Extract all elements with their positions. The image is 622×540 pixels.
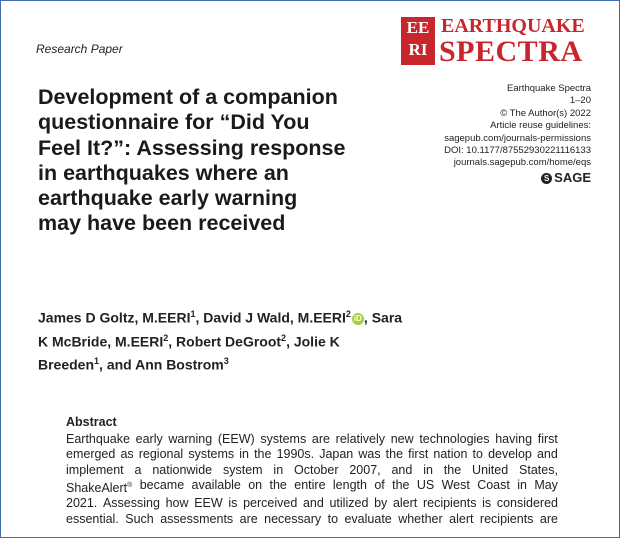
abstract-word: are [239, 511, 258, 526]
abstract-word: became [139, 477, 185, 492]
abstract-word: available [191, 477, 241, 492]
abstract-word: technologies [419, 432, 490, 446]
abstract-line [66, 512, 558, 527]
abstract-word: of [374, 477, 385, 492]
abstract-word: US [416, 477, 435, 492]
abstract-word: early [135, 432, 163, 446]
abstract-word: having [495, 432, 533, 446]
page-range: 1–20 [569, 95, 591, 107]
abstract-word: in [423, 462, 433, 477]
abstract-word: Coast [477, 477, 510, 492]
abstract-line [66, 447, 558, 462]
journal-name: Earthquake Spectra [507, 83, 591, 94]
abstract-word: alert [449, 511, 474, 526]
abstract-body [66, 432, 558, 527]
abstract-word: and [391, 462, 413, 477]
abstract-word: EEW [194, 496, 223, 511]
abstract-word: emerged [66, 447, 116, 462]
abstract-word: Such [125, 511, 154, 526]
abstract-word: implement [66, 462, 124, 477]
abstract-word: ShakeAlert® [66, 481, 133, 496]
abstract-word: recipients [479, 511, 534, 526]
article-type-label: Research Paper [36, 42, 123, 56]
abstract-word: is [482, 496, 492, 511]
abstract-word: West [441, 477, 470, 492]
abstract-word: warning [168, 432, 213, 446]
author-name: , Sara [363, 309, 403, 326]
abstract-word: considered [496, 496, 558, 511]
author-name: K McBride, M.EERI [38, 333, 164, 350]
abstract-word: and [536, 447, 558, 462]
author-name: , Robert DeGroot [168, 333, 282, 350]
abstract-word: 1990s. [276, 447, 315, 462]
journal-meta [444, 83, 591, 184]
abstract-word: nationwide [152, 462, 213, 477]
abstract-word: States, [519, 462, 558, 477]
abstract-word: 2007, [349, 462, 381, 477]
paper-title [38, 85, 408, 237]
abstract-word: Earthquake [66, 432, 130, 446]
orcid-icon[interactable]: iD [353, 313, 362, 323]
title-line: questionnaire for “Did You [38, 110, 310, 135]
abstract-word: and [302, 496, 324, 511]
abstract-word: in [239, 447, 249, 462]
abstract-line [66, 463, 558, 478]
abstract-word: on [248, 477, 263, 492]
abstract-word: a [134, 462, 142, 477]
abstract-word: regional [138, 447, 184, 462]
homepage-link[interactable]: journals.sagepub.com/home/eqs [453, 157, 591, 169]
eeri-logo-mark: EE RI [401, 17, 435, 65]
abstract-line [66, 478, 558, 496]
author-name: Breeden [38, 356, 95, 373]
affiliation-sup: 1 [190, 309, 196, 319]
abstract-line [66, 496, 558, 511]
author-name: James D Goltz, M.EERI [38, 309, 191, 326]
abstract-heading: Abstract [66, 415, 117, 429]
abstract-word: length [332, 477, 367, 492]
doi-link[interactable]: DOI: 10.1177/87552930221116133 [444, 145, 591, 157]
affiliation-sup: 2 [345, 309, 351, 319]
abstract-word: United [472, 462, 509, 477]
author-list [38, 304, 488, 375]
logo-earthquake-text: EARTHQUAKE [441, 15, 585, 37]
author-name: , David J Wald, M.EERI [195, 309, 346, 326]
abstract-word: Assessing [102, 496, 160, 511]
abstract-word: the [392, 477, 410, 492]
title-line: Development of a companion [38, 85, 338, 109]
abstract-word: in [517, 477, 527, 492]
copyright: © The Author(s) 2022 [500, 107, 591, 119]
author-line [38, 351, 488, 375]
logo-spectra-text: SPECTRA [439, 35, 583, 68]
abstract-word: first [537, 432, 558, 446]
title-line: in earthquakes where an [38, 160, 289, 185]
abstract-word: develop [488, 447, 532, 462]
abstract-word: utilized [329, 496, 369, 511]
abstract-word: assessments [160, 511, 234, 526]
abstract-word: new [390, 432, 414, 446]
abstract-word: whether [398, 511, 443, 526]
author-line [38, 328, 488, 352]
abstract-word: the [254, 447, 272, 462]
abstract-word: is [228, 496, 238, 511]
abstract-word: October [294, 462, 339, 477]
affiliation-sup: 3 [223, 356, 229, 367]
abstract-word: the [269, 477, 287, 492]
abstract-word: systems [260, 432, 307, 446]
author-name: , and Ann Bostrom [99, 356, 224, 373]
abstract-word: (EEW) [217, 432, 255, 446]
abstract-word: entire [294, 477, 326, 492]
abstract-word: to [472, 447, 483, 462]
abstract-word: in [273, 462, 284, 477]
author-name: , Jolie K [286, 333, 340, 350]
abstract-line [66, 432, 558, 447]
publisher-logo [444, 169, 591, 185]
abstract-word: Japan [319, 447, 354, 462]
abstract-word: nation [433, 447, 468, 462]
abstract-word: alert [392, 496, 418, 511]
abstract-word: system [222, 462, 263, 477]
author-line [38, 304, 488, 328]
abstract-word: the [443, 462, 462, 477]
title-line: Feel It?”: Assessing response [38, 135, 346, 160]
reuse-label: Article reuse guidelines: [490, 120, 591, 132]
abstract-word: evaluate [344, 511, 392, 526]
permissions-link[interactable]: sagepub.com/journals-permissions [444, 132, 591, 144]
affiliation-sup: 2 [281, 332, 287, 343]
title-line: earthquake early warning [38, 186, 298, 211]
publisher-name: SAGE [554, 169, 591, 185]
abstract-word: systems [188, 447, 235, 462]
title-line: may have been received [38, 211, 286, 236]
abstract-word: 2021. [66, 496, 98, 511]
abstract-word: are [311, 432, 330, 446]
abstract-word: essential. [66, 511, 119, 526]
sage-icon: S [541, 173, 552, 184]
abstract-word: first [408, 447, 429, 462]
abstract-word: was [358, 447, 381, 462]
abstract-word: to [327, 511, 339, 526]
affiliation-sup: 2 [163, 332, 169, 343]
abstract-word: recipients [422, 496, 477, 511]
abstract-word: the [385, 447, 404, 462]
abstract-word: perceived [243, 496, 298, 511]
abstract-word: relatively [335, 432, 385, 446]
abstract-word: by [374, 496, 388, 511]
abstract-word: as [120, 447, 134, 462]
abstract-word: necessary [264, 511, 322, 526]
abstract-word: how [165, 496, 189, 511]
abstract-word: May [534, 477, 558, 492]
abstract-word: are [539, 511, 558, 526]
affiliation-sup: 1 [94, 356, 100, 367]
